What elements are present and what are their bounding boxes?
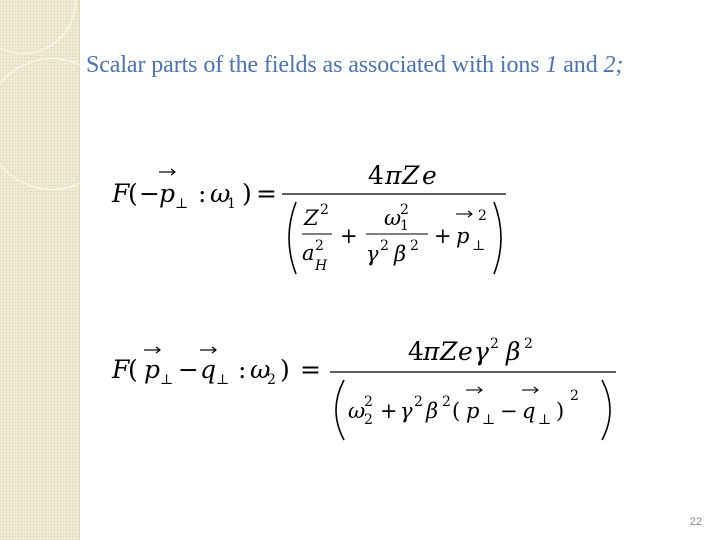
svg-text:p: p — [456, 224, 470, 248]
svg-text:1: 1 — [227, 196, 236, 212]
page-number: 22 — [689, 516, 702, 528]
svg-text:+: + — [340, 224, 358, 248]
svg-text:+: + — [434, 224, 452, 248]
svg-text:p: p — [159, 179, 176, 208]
svg-text:ω: ω — [210, 179, 231, 208]
svg-text:2: 2 — [410, 238, 419, 254]
svg-text:2: 2 — [414, 394, 423, 410]
title-ion-1: 1 — [545, 52, 558, 78]
svg-text:Z: Z — [440, 337, 458, 366]
svg-text:(: ( — [452, 399, 461, 423]
svg-text:⊥: ⊥ — [538, 412, 552, 428]
svg-text:2: 2 — [364, 412, 373, 428]
decorative-left-band — [0, 0, 80, 540]
svg-text:1: 1 — [400, 218, 409, 234]
svg-text:β: β — [426, 399, 439, 423]
svg-text::: : — [198, 179, 207, 208]
svg-text:=: = — [300, 355, 321, 384]
svg-text:2: 2 — [380, 238, 389, 254]
svg-text:−: − — [139, 179, 160, 208]
svg-text:(: ( — [128, 355, 138, 384]
formula-ion-2 — [104, 330, 624, 448]
svg-text:2: 2 — [490, 336, 499, 352]
svg-text:⊥: ⊥ — [175, 196, 189, 212]
title-and: and — [557, 52, 604, 78]
svg-text:2: 2 — [320, 202, 329, 218]
svg-text:q: q — [522, 399, 536, 423]
svg-text:2: 2 — [478, 208, 487, 224]
svg-text:F: F — [112, 179, 130, 208]
svg-text:γ: γ — [366, 242, 379, 266]
slide-title — [86, 52, 718, 79]
svg-text:a: a — [302, 241, 315, 265]
svg-text:): ) — [556, 399, 565, 423]
svg-text:2: 2 — [315, 238, 324, 254]
svg-text:p: p — [144, 355, 161, 384]
svg-text:2: 2 — [400, 202, 409, 218]
svg-text:): ) — [242, 179, 252, 208]
svg-text:γ: γ — [400, 399, 413, 423]
svg-text:2: 2 — [524, 336, 533, 352]
svg-text:⊥: ⊥ — [160, 372, 174, 388]
svg-text:): ) — [280, 355, 290, 384]
formula-ion-1 — [104, 158, 514, 286]
svg-text:Z: Z — [304, 206, 319, 230]
title-ion-2: 2; — [603, 52, 624, 78]
svg-text:p: p — [466, 399, 480, 423]
svg-text:π: π — [385, 161, 402, 190]
svg-text:e: e — [422, 161, 437, 190]
svg-text:q: q — [200, 355, 217, 384]
svg-text:β: β — [394, 242, 407, 266]
svg-text:2: 2 — [570, 388, 579, 404]
svg-text:π: π — [423, 337, 440, 366]
svg-text:H: H — [315, 258, 328, 274]
svg-text:F: F — [112, 355, 130, 384]
svg-text:⊥: ⊥ — [472, 238, 486, 254]
svg-text:−: − — [178, 355, 199, 384]
svg-text:β: β — [506, 337, 521, 366]
svg-text:ω: ω — [348, 399, 366, 423]
svg-text:−: − — [500, 399, 518, 423]
svg-text:ω: ω — [384, 206, 402, 230]
decorative-ring — [0, 0, 76, 54]
svg-text:⊥: ⊥ — [216, 372, 230, 388]
svg-text:2: 2 — [364, 394, 373, 410]
svg-text:(: ( — [128, 179, 138, 208]
title-text: Scalar parts of the fields as associated with ions — [86, 52, 546, 78]
svg-text:4: 4 — [408, 337, 424, 366]
svg-text:ω: ω — [250, 355, 271, 384]
svg-text:2: 2 — [267, 372, 276, 388]
svg-text:Z: Z — [402, 161, 420, 190]
svg-text:4: 4 — [368, 161, 384, 190]
svg-text::: : — [238, 355, 247, 384]
svg-text:=: = — [256, 179, 277, 208]
svg-text:+: + — [380, 399, 398, 423]
svg-text:⊥: ⊥ — [482, 412, 496, 428]
svg-text:e: e — [458, 337, 473, 366]
svg-text:2: 2 — [442, 394, 451, 410]
svg-text:γ: γ — [474, 337, 489, 366]
